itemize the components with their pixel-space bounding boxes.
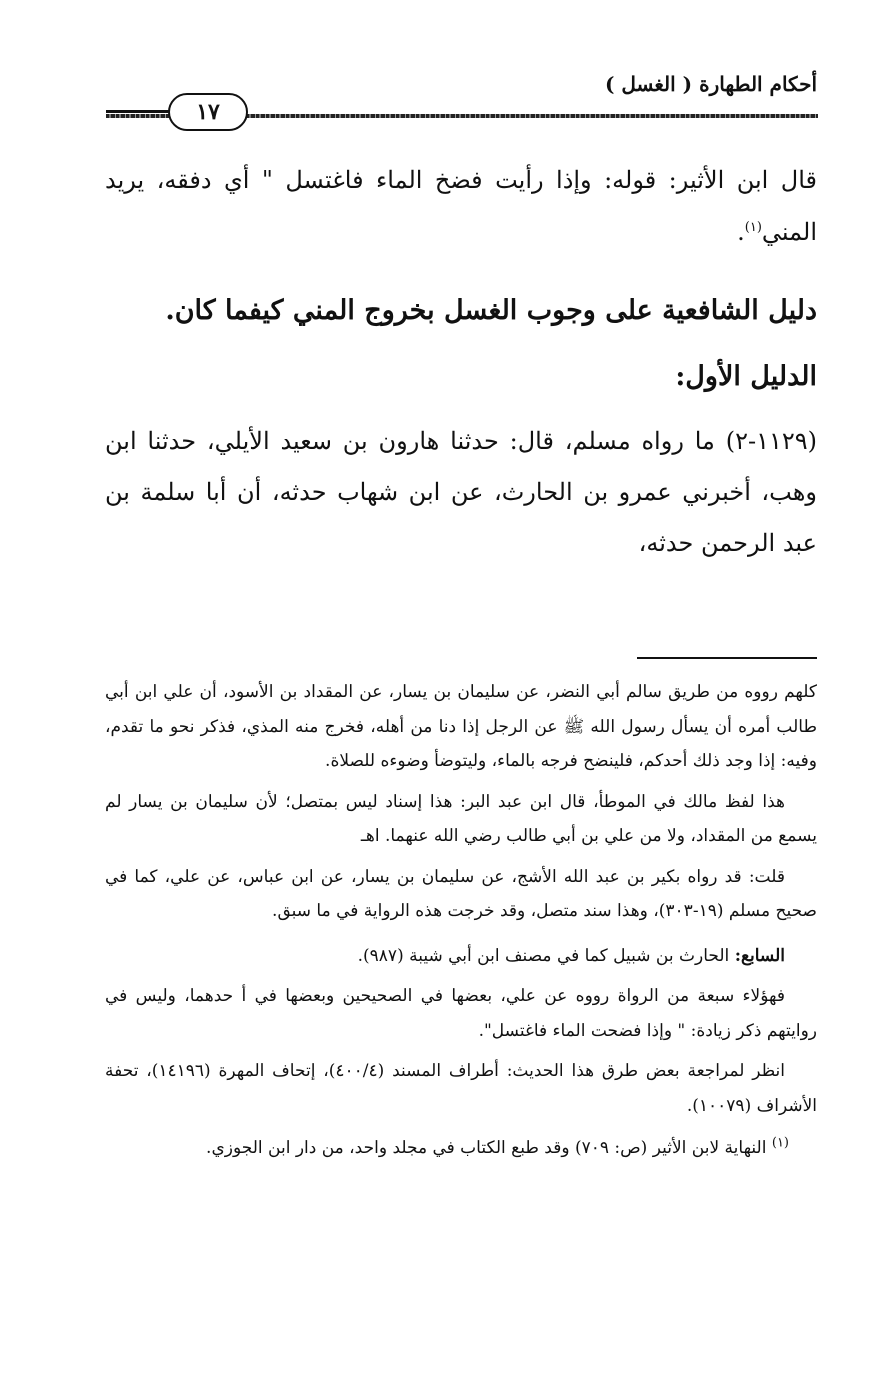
- running-title: أحكام الطهارة ( الغسل ): [604, 72, 817, 96]
- footnote-paragraph: هذا لفظ مالك في الموطأ، قال ابن عبد البر: هذا إسناد ليس بمتصل؛ لأن سليمان بن يسار لم يسمع من المقداد، ولا من علي بن أبي طالب رضي الله عنهما. اهـ: [105, 791, 817, 846]
- footnote-reference: (١): [744, 220, 762, 235]
- footnote-note: [105, 1133, 817, 1163]
- footnote-paragraph: قلت: قد رواه بكير بن عبد الله الأشج، عن سليمان بن يسار، عن ابن عباس، عن علي، كما في صحيح مسلم (١٩-٣٠٣)، وهذا سند متصل، وقد خرجت هذه الرواية في ما سبق.: [105, 866, 817, 921]
- footnote-paragraph: [105, 939, 817, 974]
- paragraph-ibn-athir-end: .: [737, 218, 745, 246]
- footnote-separator: [637, 657, 817, 659]
- paragraph-ibn-athir: [105, 154, 817, 258]
- footnote-label: السابع:: [734, 945, 785, 966]
- main-text: [105, 150, 817, 569]
- footnote-paragraph: كلهم رووه من طريق سالم أبي النضر، عن سليمان بن يسار، عن المقداد بن الأسود، أن علي ابن أبي طالب أمره أن يسأل رسول الله ﷺ عن الرجل إذا دنا من أهله، فخرج منه المذي، فذكر نحو ما تقدم، وفيه: إذا وجد ذلك أحدكم، فلينضح فرجه بالماء، وليتوضأ وضوءه للصلاة.: [105, 682, 817, 771]
- paragraph-ibn-athir-text: قال ابن الأثير: قوله: وإذا رأيت فضخ الماء فاغتسل " أي دفقه، يريد المني: [105, 166, 817, 246]
- page-number: ١٧: [196, 99, 220, 125]
- footnote-marker: (١): [771, 1135, 789, 1151]
- section-heading: دليل الشافعية على وجوب الغسل بخروج المني كيفما كان.: [165, 295, 817, 326]
- subsection-heading: الدليل الأول:: [675, 361, 817, 392]
- footnote-paragraph: فهؤلاء سبعة من الرواة رووه عن علي، بعضها في الصحيحين وبعضها في أ حدهما، وليس في روايتهم ذكر زيادة: " وإذا فضحت الماء فاغتسل".: [105, 986, 817, 1041]
- hadith-paragraph: (١١٢٩-٢) ما رواه مسلم، قال: حدثنا هارون بن سعيد الأيلي، حدثنا ابن وهب، أخبرني عمرو بن الحارث، عن ابن شهاب حدثه، أن أبا سلمة بن عبد الرحمن حدثه،: [105, 427, 817, 557]
- footnote-note-text: النهاية لابن الأثير (ص: ٧٠٩) وقد طبع الكتاب في مجلد واحد، من دار ابن الجوزي.: [206, 1138, 772, 1158]
- page-number-badge: [168, 93, 248, 131]
- footnotes: [105, 675, 817, 1163]
- footnote-label-text: الحارث بن شبيل كما في مصنف ابن أبي شيبة (٩٨٧).: [357, 945, 735, 966]
- header-rule-left: [106, 110, 170, 113]
- footnote-paragraph: انظر لمراجعة بعض طرق هذا الحديث: أطراف المسند (٤٠٠/٤)، إتحاف المهرة (١٤١٩٦)، تحفة الأشراف (١٠٠٧٩).: [105, 1061, 817, 1116]
